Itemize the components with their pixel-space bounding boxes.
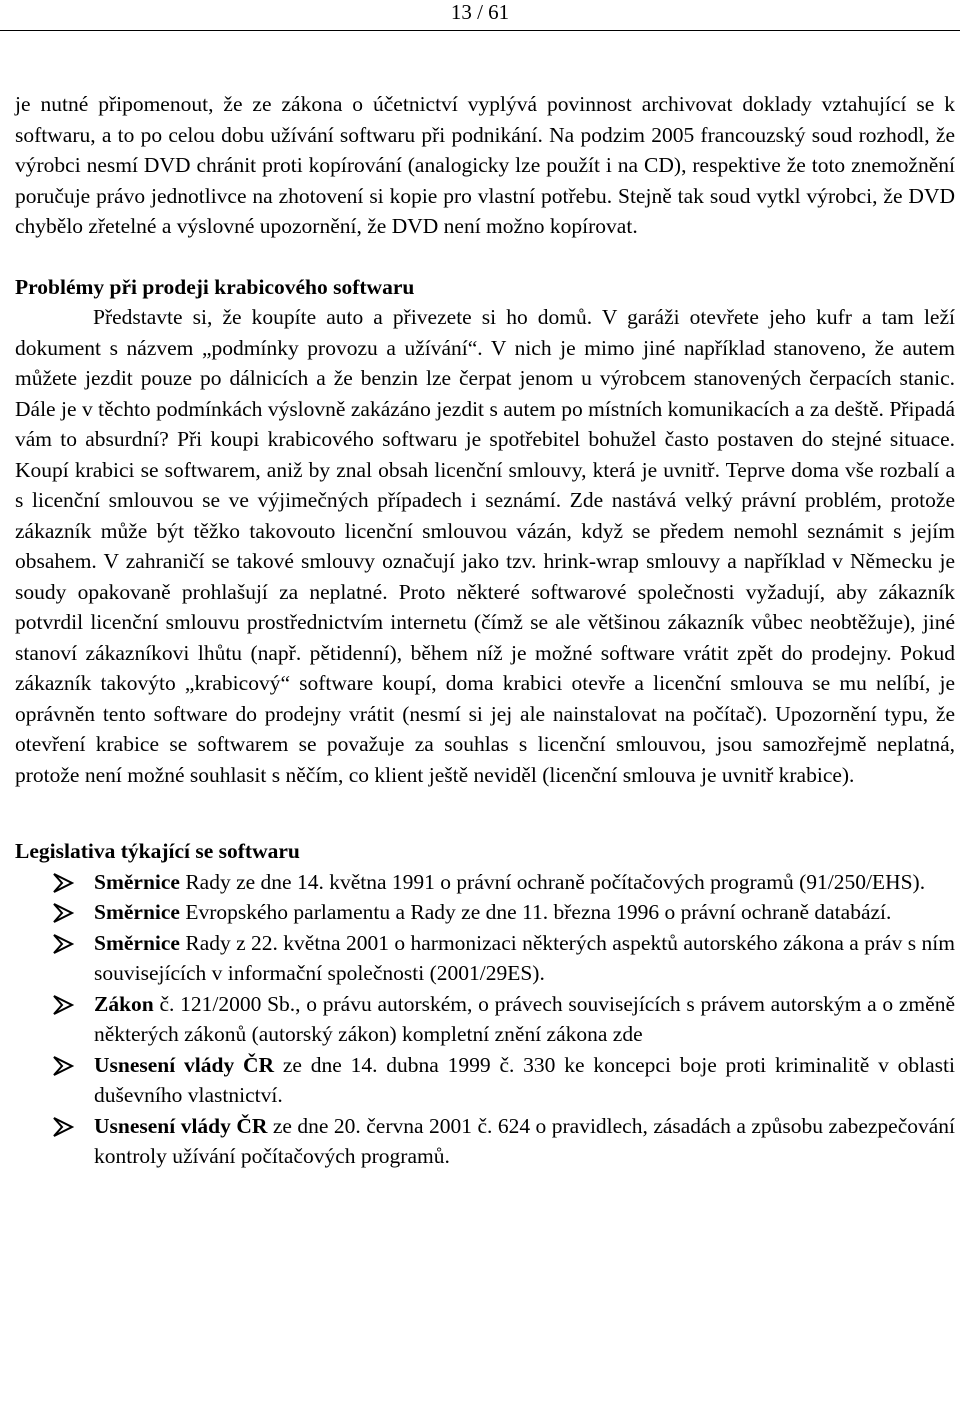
list-item-text: ze dne 20. června 2001 č. 624 o pravidlech, zásadách a způsobu zabezpečování kontroly užívání počítačových programů.	[94, 1113, 955, 1168]
list-item-text: Evropského parlamentu a Rady ze dne 11. března 1996 o právní ochraně databází.	[179, 900, 892, 924]
section-heading-shrinkwrap: Problémy při prodeji krabicového softwaru	[15, 274, 415, 299]
list-item-bold: Usnesení vlády ČR	[94, 1052, 275, 1077]
section-heading-legislation: Legislativa týkající se softwaru	[15, 839, 300, 863]
arrow-bullet-icon	[52, 903, 74, 923]
list-item-bold: Směrnice	[94, 930, 180, 955]
arrow-bullet-icon	[52, 995, 74, 1015]
legislation-list	[15, 867, 955, 1172]
paragraph-intro: je nutné připomenout, že ze zákona o účetnictví vyplývá povinnost archivovat doklady vztahující se k softwaru, a to po celou dobu užívání softwaru při podnikání. Na podzim 2005 francouzský soud rozhodl, že výrobci nesmí DVD chránit proti kopírování (analogicky lze použít i na CD), respektive že toto znemožnění poručuje právo jednotlivce na zhotovení si kopie pro vlastní potřebu. Stejně tak soud vytkl výrobci, že DVD chybělo zřetelné a výslovné upozornění, že DVD není možno kopírovat.	[15, 92, 955, 238]
list-item-text: č. 121/2000 Sb., o právu autorském, o právech souvisejících s právem autorským a o změně některých zákonů (autorský zákon) kompletní znění zákona zde	[94, 991, 955, 1046]
document-body	[15, 89, 955, 1172]
list-item-bold: Usnesení vlády ČR	[94, 1113, 268, 1138]
arrow-bullet-icon	[52, 873, 74, 893]
page-header	[0, 0, 960, 31]
list-item	[15, 989, 955, 1050]
arrow-bullet-icon	[52, 1117, 74, 1137]
list-item-bold: Směrnice	[94, 900, 180, 924]
spacer	[15, 242, 955, 272]
list-item-bold: Směrnice	[94, 869, 180, 894]
arrow-bullet-icon	[52, 1056, 74, 1076]
list-item	[15, 897, 955, 928]
page-number: 13 / 61	[450, 0, 510, 24]
list-item-text: ze dne 14. dubna 1999 č. 330 ke koncepci boje proti kriminalitě v oblasti duševního vlastnictví.	[94, 1052, 955, 1107]
list-item-text: Rady z 22. května 2001 o harmonizaci některých aspektů autorského zákona a práv s ním souvisejících v informační společnosti (2001/29ES).	[94, 930, 955, 985]
list-item	[15, 1050, 955, 1111]
paragraph-shrinkwrap: Představte si, že koupíte auto a přivezete si ho domů. V garáži otevřete jeho kufr a tam leží dokument s názvem „podmínky provozu a užívání“. V nich je mimo jiné například stanoveno, že autem můžete jezdit pouze po dálnicích a že benzin lze čerpat jenom u výrobcem stanovených čerpacích stanic. Dále je v těchto podmínkách výslovně zakázáno jezdit s autem po místních komunikacích a za deště. Připadá vám to absurdní? Při koupi krabicového softwaru je spotřebitel bohužel často postaven do stejné situace. Koupí krabici se softwarem, aniž by znal obsah licenční smlouvy, která je uvnitř. Teprve doma vše rozbalí a s licenční smlouvou se ve výjimečných případech i seznámí. Zde nastává velký právní problém, protože zákazník může být těžko takovouto licenční smlouvou vázán, když se předem nemohl seznámit s jejím obsahem. V zahraničí se takové smlouvy označují jako tzv. hrink-wrap smlouvy a například v Německu je soudy opakovaně prohlašují za neplatné. Proto některé softwarové společnosti vyžadují, aby zákazník potvrdil licenční smlouvu prostřednictvím internetu (čímž se ale většinou zákazník vůbec neobtěžuje), jiné stanoví zákazníkovi lhůtu (např. pětidenní), během níž je možné software vrátit zpět do prodejny. Pokud zákazník takovýto „krabicový“ software koupí, doma krabici otevře a licenční smlouva se mu nelíbí, je oprávněn tento software do prodejny vrátit (nesmí si jej ale nainstalovat na počítač). Upozornění typu, že otevření krabice se softwarem se považuje za souhlas s licenční smlouvou, jsou samozřejmě neplatná, protože není možné souhlasit s něčím, co klient ještě neviděl (licenční smlouva je uvnitř krabice).	[15, 305, 955, 787]
list-item	[15, 1111, 955, 1172]
spacer	[15, 790, 955, 836]
arrow-bullet-icon	[52, 934, 74, 954]
list-item-text: Rady ze dne 14. května 1991 o právní ochraně počítačových programů (91/250/EHS).	[179, 869, 926, 894]
list-item	[15, 928, 955, 989]
list-item	[15, 867, 955, 898]
list-item-bold: Zákon	[94, 991, 154, 1016]
